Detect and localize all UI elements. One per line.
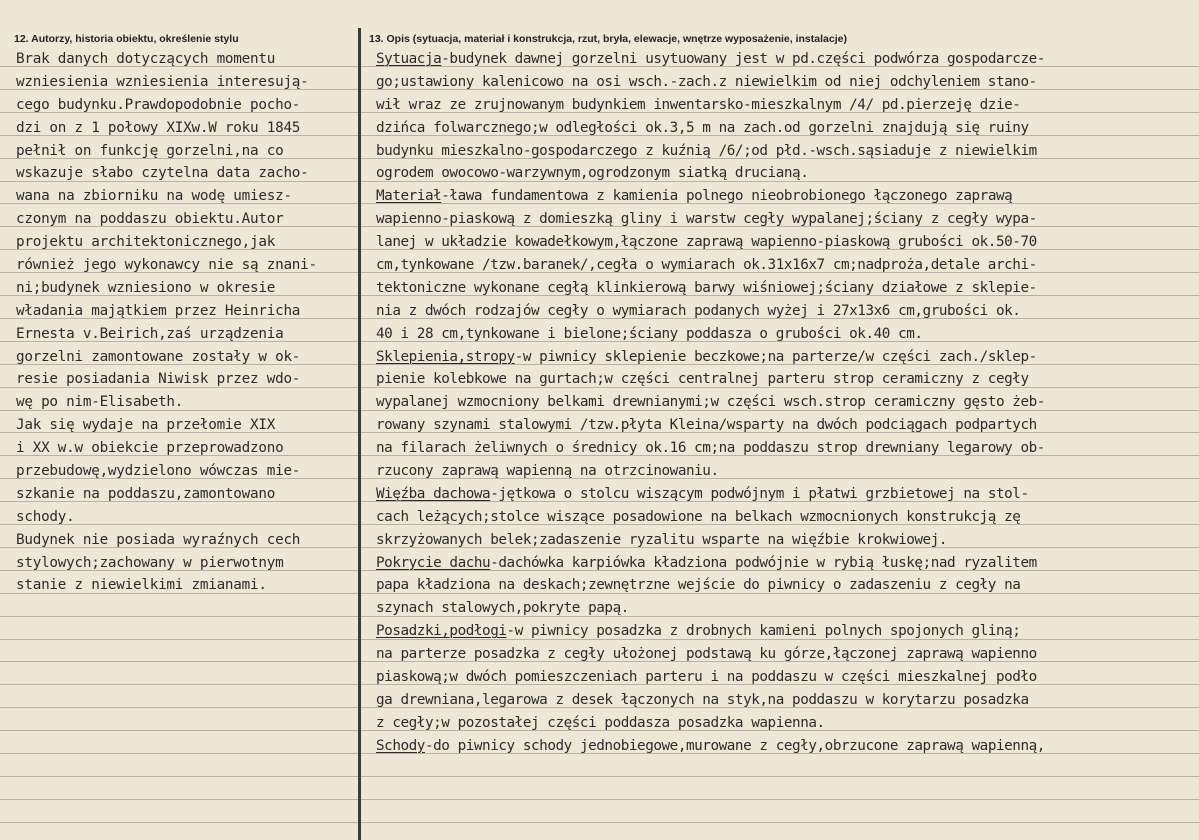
line-text: papa kładziona na deskach;zewnętrzne wejście do piwnicy o zadaszeniu z cegły na bbox=[376, 577, 1021, 594]
line-text: cm,tynkowane /tzw.baranek/,cegła o wymiarach ok.31x16x7 cm;nadproża,detale archi- bbox=[376, 257, 1037, 274]
text-line bbox=[376, 140, 1199, 163]
text-line bbox=[376, 712, 1199, 735]
history-text bbox=[16, 48, 356, 597]
line-text: wapienno-piaskową z domieszką gliny i warstw cegły wypalanej;ściany z cegły wypa- bbox=[376, 211, 1037, 228]
ruled-line bbox=[0, 707, 358, 708]
text-line bbox=[376, 460, 1199, 483]
ruled-line bbox=[0, 616, 358, 617]
line-text: dzińca folwarcznego;w odległości ok.3,5 m na zach.od gorzelni znajdują się ruiny bbox=[376, 119, 1029, 136]
ruled-line bbox=[0, 799, 358, 800]
line-text: na filarach żeliwnych o średnicy ok.16 cm;na poddaszu strop drewniany legarowy ob- bbox=[376, 440, 1045, 457]
text-line bbox=[376, 277, 1199, 300]
line-text: rzucony zaprawą wapienną na otrzcinowaniu. bbox=[376, 463, 719, 480]
line-text: -budynek dawnej gorzelni usytuowany jest w pd.części podwórza gospodarcze- bbox=[441, 51, 1045, 67]
section-label: Materiał bbox=[376, 188, 442, 205]
text-line bbox=[376, 231, 1199, 254]
text-line: Brak danych dotyczących momentu bbox=[16, 51, 276, 67]
line-text: wił wraz ze zrujnowanym budynkiem inwentarsko-mieszkalnym /4/ pd.pierzeję dzie- bbox=[376, 96, 1021, 113]
text-line: również jego wykonawcy nie są znani- bbox=[16, 257, 317, 274]
text-line bbox=[376, 643, 1199, 666]
line-text: szynach stalowych,pokryte papą. bbox=[376, 600, 629, 617]
text-line: czonym na poddaszu obiektu.Autor bbox=[16, 211, 284, 228]
line-text: rowany szynami stalowymi /tzw.płyta Kleina/wsparty na dwóch podciągach podpartych bbox=[376, 417, 1037, 434]
section-12-header: 12. Autorzy, historia obiektu, określenie stylu bbox=[14, 33, 239, 45]
text-line bbox=[376, 185, 1199, 208]
text-line bbox=[376, 574, 1199, 597]
text-line: resie posiadania Niwisk przez wdo- bbox=[16, 371, 301, 388]
text-line bbox=[376, 666, 1199, 689]
ruled-line bbox=[0, 661, 358, 662]
line-text: -w piwnicy sklepienie beczkowe;na parterze/w części zach./sklep- bbox=[514, 348, 1037, 365]
line-text: -w piwnicy posadzka z drobnych kamieni polnych spojonych gliną; bbox=[506, 623, 1021, 640]
text-line: ni;budynek wzniesiono w okresie bbox=[16, 279, 276, 296]
text-line bbox=[376, 620, 1199, 643]
text-line bbox=[376, 689, 1199, 712]
line-text: na parterze posadzka z cegły ułożonej podstawą ku górze,łączonej zaprawą wapienno bbox=[376, 646, 1037, 663]
text-line: pełnił on funkcję gorzelni,na co bbox=[16, 142, 284, 159]
line-text: piaskową;w dwóch pomieszczeniach parteru i na poddaszu w części mieszkalnej podło bbox=[376, 669, 1037, 686]
line-text: -do piwnicy schody jednobiegowe,murowane z cegły,obrzucone zaprawą wapienną, bbox=[424, 737, 1045, 754]
section-13-header: 13. Opis (sytuacja, materiał i konstrukcja, rzut, bryła, elewacje, wnętrze wyposażenie, instalacje) bbox=[369, 33, 847, 45]
text-line bbox=[376, 94, 1199, 117]
text-line bbox=[376, 71, 1199, 94]
line-text: wypalanej wzmocniony belkami drewnianymi;w części wsch.strop ceramiczny gęsto żeb- bbox=[376, 394, 1045, 411]
text-line bbox=[376, 254, 1199, 277]
ruled-line bbox=[0, 822, 358, 823]
text-line bbox=[376, 162, 1199, 185]
line-text: skrzyżowanych belek;zadaszenie ryzalitu wsparte na więźbie krokwiowej. bbox=[376, 531, 948, 548]
description-text bbox=[376, 48, 1199, 758]
text-line: cego budynku.Prawdopodobnie pocho- bbox=[16, 96, 301, 113]
line-text: -dachówka karpiówka kładziona podwójnie w rybią łuskę;nad ryzalitem bbox=[490, 554, 1037, 571]
section-label: Pokrycie dachu bbox=[376, 554, 491, 571]
text-line: gorzelni zamontowane zostały w ok- bbox=[16, 348, 301, 365]
text-line: stylowych;zachowany w pierwotnym bbox=[16, 554, 284, 571]
text-line: władania majątkiem przez Heinricha bbox=[16, 302, 301, 319]
ruled-line bbox=[0, 730, 358, 731]
line-text: z cegły;w pozostałej części poddasza posadzka wapienna. bbox=[376, 714, 825, 731]
text-line: Ernesta v.Beirich,zaś urządzenia bbox=[16, 325, 284, 342]
column-divider bbox=[358, 28, 361, 840]
text-line bbox=[376, 506, 1199, 529]
line-text: ga drewniana,legarowa z desek łączonych na styk,na poddaszu w korytarzu posadzka bbox=[376, 691, 1029, 708]
text-line: wę po nim-Elisabeth. bbox=[16, 394, 184, 411]
ruled-line bbox=[361, 776, 1199, 777]
section-label: Sklepienia,stropy bbox=[376, 348, 515, 365]
text-line bbox=[376, 368, 1199, 391]
text-line: dzi on z 1 połowy XIXw.W roku 1845 bbox=[16, 119, 301, 136]
ruled-line bbox=[361, 799, 1199, 800]
text-line: stanie z niewielkimi zmianami. bbox=[16, 577, 267, 594]
line-text: go;ustawiony kalenicowo na osi wsch.-zach.z niewielkim od niej odchyleniem stano- bbox=[376, 73, 1037, 90]
line-text: ogrodem owocowo-warzywnym,ogrodzonym siatką drucianą. bbox=[376, 165, 809, 182]
text-line: projektu architektonicznego,jak bbox=[16, 234, 276, 251]
text-line bbox=[376, 552, 1199, 575]
line-text: 40 i 28 cm,tynkowane i bielone;ściany poddasza o grubości ok.40 cm. bbox=[376, 325, 923, 342]
text-line: Jak się wydaje na przełomie XIX bbox=[16, 417, 276, 434]
ruled-line bbox=[361, 822, 1199, 823]
text-line bbox=[376, 414, 1199, 437]
ruled-line bbox=[0, 639, 358, 640]
text-line bbox=[376, 437, 1199, 460]
text-line: wana na zbiorniku na wodę umiesz- bbox=[16, 188, 292, 205]
text-line bbox=[376, 323, 1199, 346]
text-line bbox=[376, 735, 1199, 758]
text-line bbox=[376, 48, 1199, 71]
text-line bbox=[376, 597, 1199, 620]
line-text: -ława fundamentowa z kamienia polnego nieobrobionego łączonego zaprawą bbox=[441, 188, 1013, 205]
text-line: i XX w.w obiekcie przeprowadzono bbox=[16, 440, 284, 457]
section-label: Sytuacja bbox=[376, 51, 442, 67]
ruled-line bbox=[0, 684, 358, 685]
text-line bbox=[376, 529, 1199, 552]
text-line: wzniesienia wzniesienia interesują- bbox=[16, 73, 309, 90]
text-line bbox=[376, 208, 1199, 231]
ruled-line bbox=[0, 776, 358, 777]
text-line: schody. bbox=[16, 508, 75, 525]
text-line: Budynek nie posiada wyraźnych cech bbox=[16, 531, 301, 548]
ruled-line bbox=[0, 753, 358, 754]
section-label: Schody bbox=[376, 737, 425, 754]
line-text: -jętkowa o stolcu wiszącym podwójnym i płatwi grzbietowej na stol- bbox=[490, 485, 1029, 502]
text-line: przebudowę,wydzielono wówczas mie- bbox=[16, 463, 301, 480]
line-text: tektoniczne wykonane cegłą klinkierową barwy wiśniowej;ściany działowe z sklepie- bbox=[376, 279, 1037, 296]
line-text: pienie kolebkowe na gurtach;w części centralnej parteru strop ceramiczny z cegły bbox=[376, 371, 1029, 388]
line-text: cach leżących;stolce wiszące posadowione na belkach wzmocnionych konstrukcją zę bbox=[376, 508, 1021, 525]
section-label: Więźba dachowa bbox=[376, 485, 491, 502]
text-line bbox=[376, 300, 1199, 323]
text-line: wskazuje słabo czytelna data zacho- bbox=[16, 165, 309, 182]
section-label: Posadzki,podłogi bbox=[376, 623, 507, 640]
text-line bbox=[376, 117, 1199, 140]
text-line bbox=[376, 346, 1199, 369]
line-text: nia z dwóch rodzajów cegły o wymiarach podanych wyżej i 27x13x6 cm,grubości ok. bbox=[376, 302, 1021, 319]
line-text: budynku mieszkalno-gospodarczego z kuźnią /6/;od płd.-wsch.sąsiaduje z niewielkim bbox=[376, 142, 1037, 159]
line-text: lanej w układzie kowadełkowym,łączone zaprawą wapienno-piaskową grubości ok.50-70 bbox=[376, 234, 1037, 251]
text-line: szkanie na poddaszu,zamontowano bbox=[16, 485, 276, 502]
text-line bbox=[376, 483, 1199, 506]
text-line bbox=[376, 391, 1199, 414]
